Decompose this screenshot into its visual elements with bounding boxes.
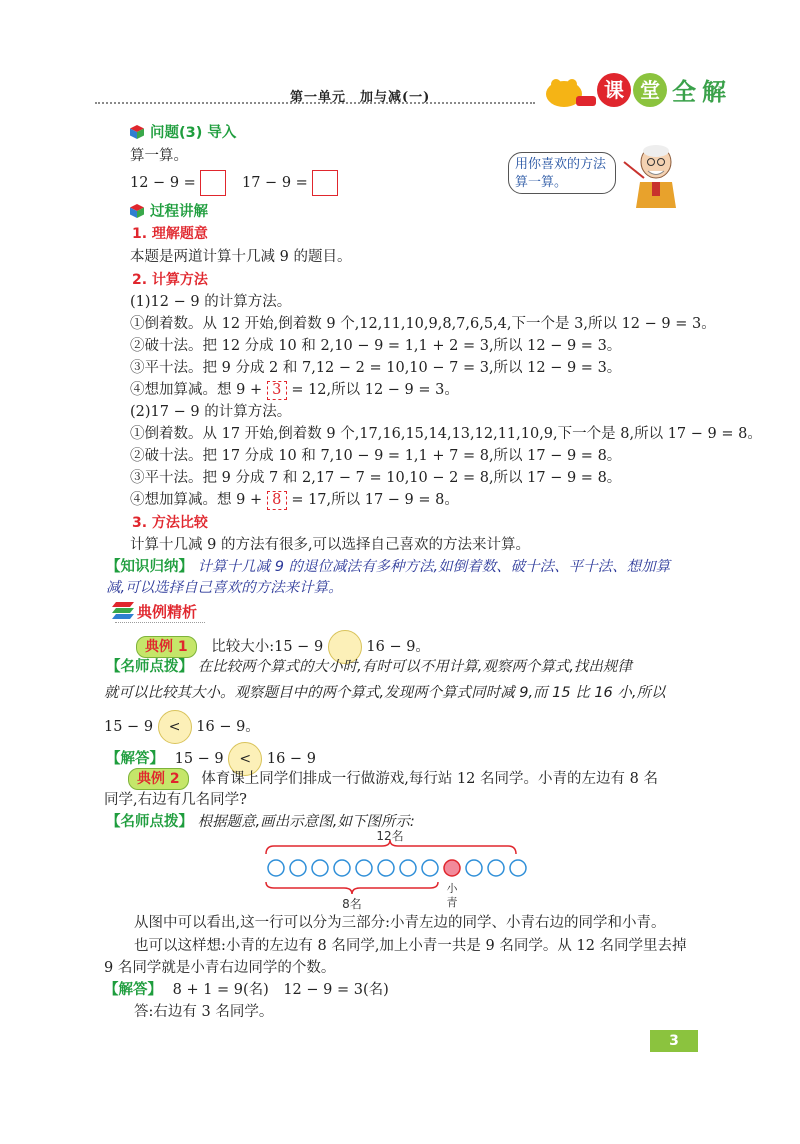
intro-heading-row: [130, 123, 236, 143]
student-circle: [510, 860, 526, 876]
tip-text-2: 根据题意,画出示意图,如下图所示:: [197, 814, 415, 830]
summary-label: 【知识归纳】: [106, 559, 193, 575]
diagram-label-left: 8名: [342, 897, 362, 911]
part-2-line-4-a: ④想加算减。想 9 +: [130, 492, 263, 508]
part-1-line-4-b: = 12,所以 12 − 9 = 3。: [291, 382, 459, 398]
answer-box-2: [312, 170, 338, 196]
intro-heading: 问题(3) 导入: [150, 125, 237, 141]
part-2-line-1: ①倒着数。从 17 开始,倒着数 9 个,17,16,15,14,13,12,11,10,9,下一个是 8,所以 17 − 9 = 8。: [130, 426, 762, 442]
tip-l3-a: 15 − 9: [104, 719, 154, 735]
tip-label-2: 【名师点拨】: [106, 814, 193, 830]
example-2-explain-3: 9 名同学就是小青右边同学的个数。: [104, 960, 336, 976]
example-2-line-1: 体育课上同学们排成一行做游戏,每行站 12 名同学。小青的左边有 8 名: [201, 771, 658, 787]
answer-dashed-box-2: 8: [267, 491, 287, 510]
answer-label-2: 【解答】: [104, 982, 162, 998]
student-circle: [488, 860, 504, 876]
student-circle: [334, 860, 350, 876]
teacher-icon: [622, 142, 682, 208]
example-1-text-a: 比较大小:15 − 9: [211, 639, 324, 655]
part-2-line-4: [130, 490, 459, 510]
part-1-line-2: ②破十法。把 12 分成 10 和 2,10 − 9 = 1,1 + 2 = 3,所以 12 − 9 = 3。: [130, 338, 622, 354]
part-2-title: (2)17 − 9 的计算方法。: [130, 404, 292, 420]
example-2-answer: [104, 980, 389, 1000]
tip-text-1: 在比较两个算式的大小时,有时可以不用计算,观察两个算式,找出规律: [197, 659, 632, 675]
student-circle: [312, 860, 328, 876]
example-2-final: 答:右边有 3 名同学。: [134, 1004, 274, 1020]
example-2-label: 典例 2: [128, 768, 189, 790]
part-1-line-4: [130, 380, 459, 400]
student-circles: [268, 860, 526, 876]
student-circle: [466, 860, 482, 876]
typical-underline: [115, 622, 205, 623]
queue-diagram: [258, 826, 538, 912]
diagram-label-person-2: 青: [446, 896, 458, 909]
answer-2-text: 8 + 1 = 9(名) 12 − 9 = 3(名): [172, 982, 389, 998]
example-1-tip-line-2: 就可以比较其大小。观察题目中的两个算式,发现两个算式同时减 9,而 15 比 16 小,所以: [104, 685, 666, 701]
student-circle: [268, 860, 284, 876]
part-2-line-3: ③平十法。把 9 分成 7 和 2,17 − 7 = 10,10 − 2 = 8,所以 17 − 9 = 8。: [130, 470, 622, 486]
compare-circle-filled-2: <: [228, 742, 262, 776]
cube-icon: [130, 204, 144, 218]
step-1-text: 本题是两道计算十几减 9 的题目。: [130, 249, 352, 265]
brand-char-3: 全: [672, 78, 696, 106]
example-2-explain-1: 从图中可以看出,这一行可以分为三部分:小青左边的同学、小青右边的同学和小青。: [134, 915, 666, 931]
student-circle: [400, 860, 416, 876]
answer-dashed-box-1: 3: [267, 381, 287, 400]
speech-bubble: 用你喜欢的方法算一算。: [508, 152, 616, 194]
summary-line-2: 减,可以选择自己喜欢的方法来计算。: [106, 580, 343, 596]
part-1-title: (1)12 − 9 的计算方法。: [130, 294, 292, 310]
part-2-line-2: ②破十法。把 17 分成 10 和 7,10 − 9 = 1,1 + 7 = 8,所以 17 − 9 = 8。: [130, 448, 622, 464]
answer-1-a: 15 − 9: [174, 751, 224, 767]
tip-label-1: 【名师点拨】: [106, 659, 193, 675]
answer-1-b: 16 − 9: [266, 751, 316, 767]
brace-bottom: [266, 882, 438, 894]
answer-box-1: [200, 170, 226, 196]
part-1-line-3: ③平十法。把 9 分成 2 和 7,12 − 2 = 10,10 − 7 = 3,所以 12 − 9 = 3。: [130, 360, 622, 376]
part-2-line-4-b: = 17,所以 17 − 9 = 8。: [291, 492, 459, 508]
example-1-text-b: 16 − 9。: [366, 639, 430, 655]
diagram-label-person-1: 小: [446, 882, 458, 895]
summary-text-1: 计算十几减 9 的退位减法有多种方法,如倒着数、破十法、平十法、想加算: [197, 559, 671, 575]
example-1-tip-line-1: [106, 657, 632, 677]
example-1-tip-line-3: [104, 710, 260, 744]
eq1-text: 12 − 9 =: [130, 175, 196, 191]
step-2-title: 2. 计算方法: [132, 272, 208, 288]
xiaoqing-circle: [444, 860, 460, 876]
typical-heading: 典例精析: [137, 603, 198, 621]
explain-heading: 过程讲解: [150, 204, 208, 220]
brace-top: [266, 840, 516, 854]
tip-l3-b: 16 − 9。: [196, 719, 260, 735]
student-circle: [378, 860, 394, 876]
part-1-line-1: ①倒着数。从 12 开始,倒着数 9 个,12,11,10,9,8,7,6,5,4,下一个是 3,所以 12 − 9 = 3。: [130, 316, 716, 332]
brand-char-4: 解: [702, 78, 726, 106]
cube-icon: [130, 125, 144, 139]
brand-char-2: 堂: [640, 78, 660, 102]
explain-heading-row: [130, 202, 208, 222]
answer-label-1: 【解答】: [106, 751, 164, 767]
layers-icon: [112, 600, 136, 622]
brand-logo: [540, 70, 730, 110]
example-2-line-2: 同学,右边有几名同学?: [104, 792, 247, 808]
unit-title: 第一单元 加与减(一): [290, 90, 431, 105]
step-3-title: 3. 方法比较: [132, 515, 208, 531]
page-number: 3: [650, 1030, 698, 1052]
example-2-explain-2: 也可以这样想:小青的左边有 8 名同学,加上小青一共是 9 名同学。从 12 名同学里去掉: [134, 938, 687, 954]
header-divider: [95, 102, 535, 104]
compare-circle-filled-1: <: [158, 710, 192, 744]
brand-char-1: 课: [604, 78, 624, 102]
diagram-label-total: 12名: [376, 829, 404, 843]
intro-equation-1: [130, 170, 226, 196]
student-circle: [290, 860, 306, 876]
example-1-label: 典例 1: [136, 636, 197, 658]
part-1-line-4-a: ④想加算减。想 9 +: [130, 382, 263, 398]
summary-line-1: [106, 557, 670, 577]
student-circle: [422, 860, 438, 876]
example-2-row: [128, 768, 658, 790]
intro-equation-2: [242, 170, 338, 196]
step-3-text: 计算十几减 9 的方法有很多,可以选择自己喜欢的方法来计算。: [130, 537, 531, 553]
step-1-title: 1. 理解题意: [132, 226, 208, 242]
student-circle: [356, 860, 372, 876]
intro-instruction: 算一算。: [130, 148, 188, 164]
eq2-text: 17 − 9 =: [242, 175, 308, 191]
